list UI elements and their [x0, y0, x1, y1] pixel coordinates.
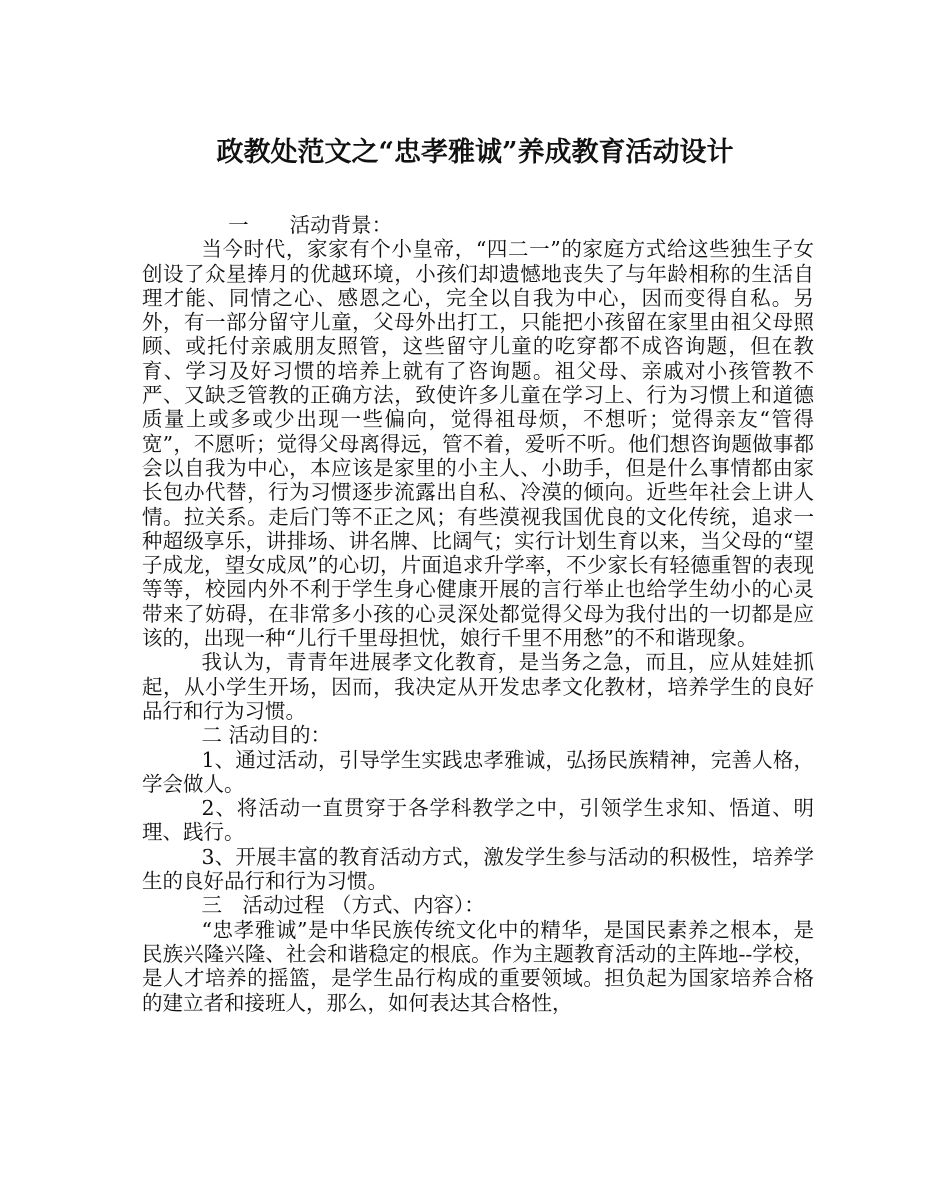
paragraph-process-1: “忠孝雅诚”是中华民族传统文化中的精华，是国民素养之根本，是民族兴隆兴隆、社会和谐稳定的根底。作为主题教育活动的主阵地--学校，是人才培养的摇篮，是学生品行构成的重要领域。担负起为国家培养合格的建立者和接班人，那么，如何表达其合格性， — [142, 917, 814, 1015]
paragraph-goal-1: 1、通过活动，引导学生实践忠孝雅诚，弘扬民族精神，完善人格，学会做人。 — [142, 747, 814, 796]
section-heading-process: 三 活动过程 （方式、内容）： — [201, 893, 485, 918]
document-title: 政教处范文之“忠孝雅诚”养成教育活动设计 — [216, 137, 734, 168]
section-heading-goals: 二 活动目的： — [201, 723, 331, 748]
paragraph-background-1: 当今时代，家家有个小皇帝，“四二一”的家庭方式给这些独生子女 创设了众星捧月的优越环境，小孩们却遗憾地丧失了与年龄相称的生活自理才能、同情之心、感恩之心，完全以自我为中心，因而变得自私。另外，有一部分留守儿童，父母外出打工，只能把小孩留在家里由祖父母照顾、或托付亲戚朋友照管，这些留守儿童的吃穿都不成咨询题，但在教育、学习及好习惯的培养上就有了咨询题。祖父母、亲戚对小孩管教不严、又缺乏管教的正确方法，致使许多儿童在学习上、行为习惯上和道德质量上或多或少出现一些偏向，觉得祖母烦，不想听；觉得亲友“管得宽”，不愿听；觉得父母离得远，管不着，爱听不听。他们想咨询题做事都会以自我为中心，本应该是家里的小主人、小助手，但是什么事情都由家长包办代替，行为习惯逐步流露出自私、冷漠的倾向。近些年社会上讲人情。拉关系。走后门等不正之风；有些漠视我国优良的文化传统，追求一种超级享乐，讲排场、讲名牌、比阔气；实行计划生育以来，当父母的“望子成龙，望女成凤”的心切，片面追求升学率，不少家长有轻德重智的表现等等，校园内外不利于学生身心健康开展的言行举止也给学生幼小的心灵带来了妨碍，在非常多小孩的心灵深处都觉得父母为我付出的一切都是应该的，出现一种“儿行千里母担忧，娘行千里不用愁”的不和谐现象。 — [142, 237, 814, 651]
section-heading-background: 一 活动背景： — [228, 213, 393, 237]
paragraph-background-2: 我认为，青青年进展孝文化教育，是当务之急，而且，应从娃娃抓起，从小学生开场，因而，我决定从开发忠孝文化教材，培养学生的良好品行和行为习惯。 — [142, 650, 814, 723]
paragraph-goal-3: 3、开展丰富的教育活动方式，激发学生参与活动的积极性，培养学生的良好品行和行为习惯。 — [142, 844, 814, 894]
document-body — [142, 213, 814, 1015]
paragraph-goal-2: 2、将活动一直贯穿于各学科教学之中，引领学生求知、悟道、明理、践行。 — [142, 796, 814, 845]
